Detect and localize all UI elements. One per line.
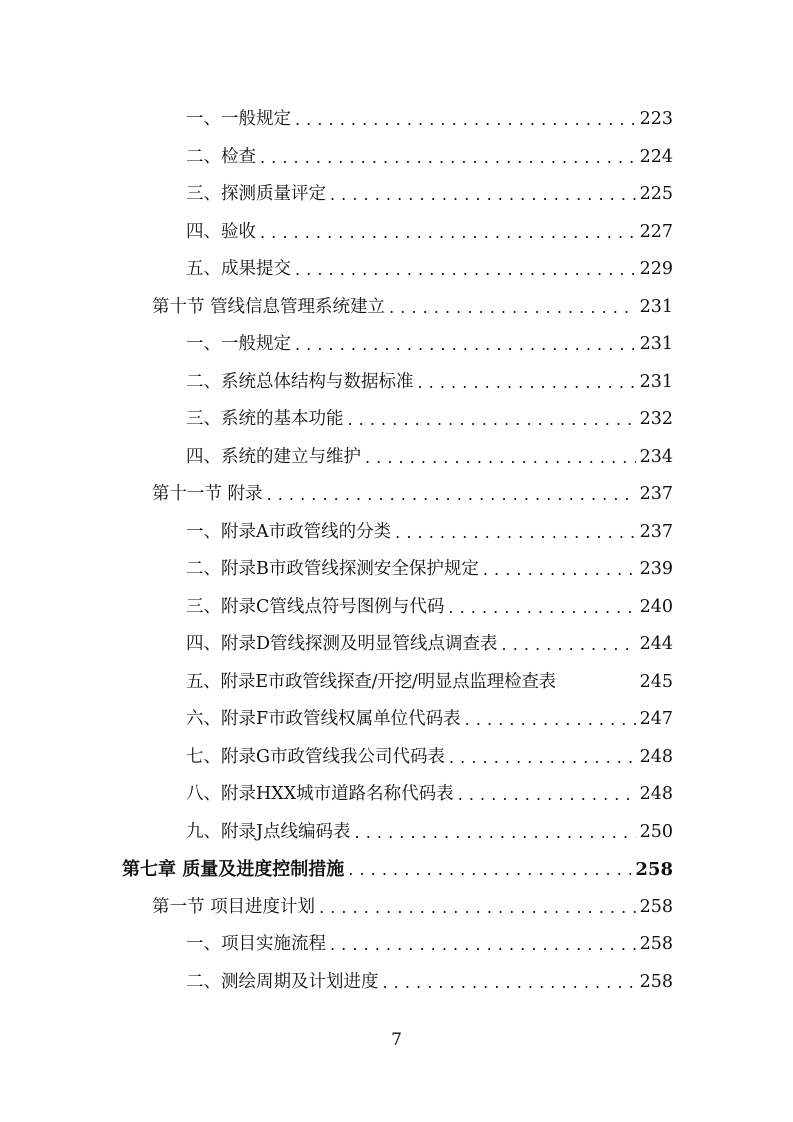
toc-entry-page: 229 xyxy=(639,259,673,279)
toc-subsection-entry[interactable] xyxy=(0,701,673,739)
toc-entry-page: 250 xyxy=(639,821,673,842)
toc-entry-page: 237 xyxy=(639,484,673,504)
toc-dot-leader xyxy=(319,889,636,927)
toc-entry-title: 九、附录J点线编码表 xyxy=(186,821,351,842)
toc-entry-page: 224 xyxy=(639,146,673,167)
toc-subsection-entry[interactable] xyxy=(0,176,673,214)
toc-dot-leader xyxy=(295,251,636,289)
toc-dot-leader xyxy=(330,926,636,964)
toc-subsection-entry[interactable] xyxy=(0,401,673,439)
toc-section-entry[interactable] xyxy=(0,889,673,927)
toc-dot-leader xyxy=(465,701,636,739)
toc-entry-page: 237 xyxy=(639,521,673,542)
toc-entry-title: 六、附录F市政管线权属单位代码表 xyxy=(186,709,461,729)
toc-dot-leader xyxy=(502,626,636,664)
toc-dot-leader xyxy=(395,514,635,552)
toc-entry-page: 231 xyxy=(639,296,673,317)
toc-entry-title: 二、附录B市政管线探测安全保护规定 xyxy=(186,559,479,579)
toc-entry-title: 七、附录G市政管线我公司代码表 xyxy=(186,746,445,767)
toc-entry-title: 第十节 管线信息管理系统建立 xyxy=(152,296,386,317)
toc-entry-title: 八、附录HXX城市道路名称代码表 xyxy=(186,784,454,804)
toc-entry-title: 三、系统的基本功能 xyxy=(186,409,344,429)
toc-dot-leader xyxy=(295,326,636,364)
toc-entry-title: 一、一般规定 xyxy=(186,109,291,129)
toc-entry-title: 三、探测质量评定 xyxy=(186,184,326,204)
toc-entry-title: 第七章 质量及进度控制措施 xyxy=(122,859,345,880)
toc-entry-page: 258 xyxy=(639,934,673,954)
toc-subsection-entry[interactable] xyxy=(0,626,673,664)
toc-subsection-entry[interactable] xyxy=(0,326,673,364)
toc-subsection-entry[interactable] xyxy=(0,101,673,139)
toc-subsection-entry[interactable] xyxy=(0,776,673,814)
toc-dot-leader xyxy=(483,551,636,589)
toc-dot-leader xyxy=(260,214,636,252)
toc-entry-title: 四、附录D管线探测及明显管线点调查表 xyxy=(186,634,498,654)
table-of-contents xyxy=(0,101,793,1001)
toc-subsection-entry[interactable] xyxy=(0,251,673,289)
toc-entry-page: 258 xyxy=(635,859,673,880)
toc-entry-title: 二、测绘周期及计划进度 xyxy=(186,971,379,992)
toc-entry-title: 四、系统的建立与维护 xyxy=(186,446,361,467)
toc-subsection-entry[interactable] xyxy=(0,551,673,589)
toc-chapter-entry[interactable] xyxy=(0,851,673,889)
toc-subsection-entry[interactable] xyxy=(0,739,673,777)
toc-entry-title: 四、验收 xyxy=(186,221,256,242)
toc-entry-page: 225 xyxy=(639,184,673,204)
toc-subsection-entry[interactable] xyxy=(0,439,673,477)
toc-subsection-entry[interactable] xyxy=(0,214,673,252)
toc-dot-leader xyxy=(348,401,636,439)
toc-entry-title: 一、附录A市政管线的分类 xyxy=(186,521,392,542)
toc-entry-title: 二、系统总体结构与数据标准 xyxy=(186,371,414,392)
toc-entry-page: 240 xyxy=(639,596,673,617)
toc-entry-page: 223 xyxy=(639,109,673,129)
toc-subsection-entry[interactable] xyxy=(0,514,673,552)
toc-dot-leader xyxy=(449,739,636,777)
toc-subsection-entry[interactable] xyxy=(0,964,673,1002)
toc-entry-page: 231 xyxy=(639,371,673,392)
toc-entry-page: 245 xyxy=(639,671,673,692)
toc-entry-title: 一、一般规定 xyxy=(186,334,291,354)
toc-entry-title: 五、成果提交 xyxy=(186,259,291,279)
toc-dot-leader xyxy=(448,589,635,627)
toc-dot-leader xyxy=(260,139,636,177)
toc-dot-leader xyxy=(458,776,636,814)
toc-dot-leader xyxy=(355,814,636,852)
toc-subsection-entry[interactable] xyxy=(0,814,673,852)
toc-dot-leader xyxy=(330,176,636,214)
toc-dot-leader xyxy=(365,439,636,477)
toc-entry-title: 一、项目实施流程 xyxy=(186,934,326,954)
toc-entry-page: 231 xyxy=(639,334,673,354)
toc-entry-title: 第一节 项目进度计划 xyxy=(152,896,316,917)
toc-dot-leader xyxy=(389,289,636,327)
toc-dot-leader xyxy=(295,101,636,139)
toc-subsection-entry[interactable] xyxy=(0,926,673,964)
toc-entry-page: 248 xyxy=(639,746,673,767)
toc-entry-page: 232 xyxy=(639,409,673,429)
toc-dot-leader xyxy=(418,364,636,402)
toc-entry-page: 239 xyxy=(639,559,673,579)
toc-entry-title: 二、检查 xyxy=(186,146,256,167)
toc-entry-page: 248 xyxy=(639,784,673,804)
toc-dot-leader xyxy=(267,476,636,514)
toc-entry-page: 234 xyxy=(639,446,673,467)
toc-entry-page: 258 xyxy=(639,896,673,917)
page-number: 7 xyxy=(391,1030,402,1050)
toc-section-entry[interactable] xyxy=(0,476,673,514)
toc-entry-page: 247 xyxy=(639,709,673,729)
toc-subsection-entry[interactable] xyxy=(0,139,673,177)
toc-entry-title: 五、附录E市政管线探查/开挖/明显点监理检查表 xyxy=(186,671,556,692)
toc-entry-page: 258 xyxy=(639,971,673,992)
toc-subsection-entry[interactable] xyxy=(0,664,673,702)
toc-entry-title: 第十一节 附录 xyxy=(152,484,263,504)
toc-subsection-entry[interactable] xyxy=(0,589,673,627)
toc-subsection-entry[interactable] xyxy=(0,364,673,402)
toc-dot-leader xyxy=(348,851,631,889)
toc-section-entry[interactable] xyxy=(0,289,673,327)
toc-entry-title: 三、附录C管线点符号图例与代码 xyxy=(186,596,445,617)
toc-entry-page: 227 xyxy=(639,221,673,242)
toc-dot-leader xyxy=(383,964,636,1002)
toc-entry-page: 244 xyxy=(639,634,673,654)
